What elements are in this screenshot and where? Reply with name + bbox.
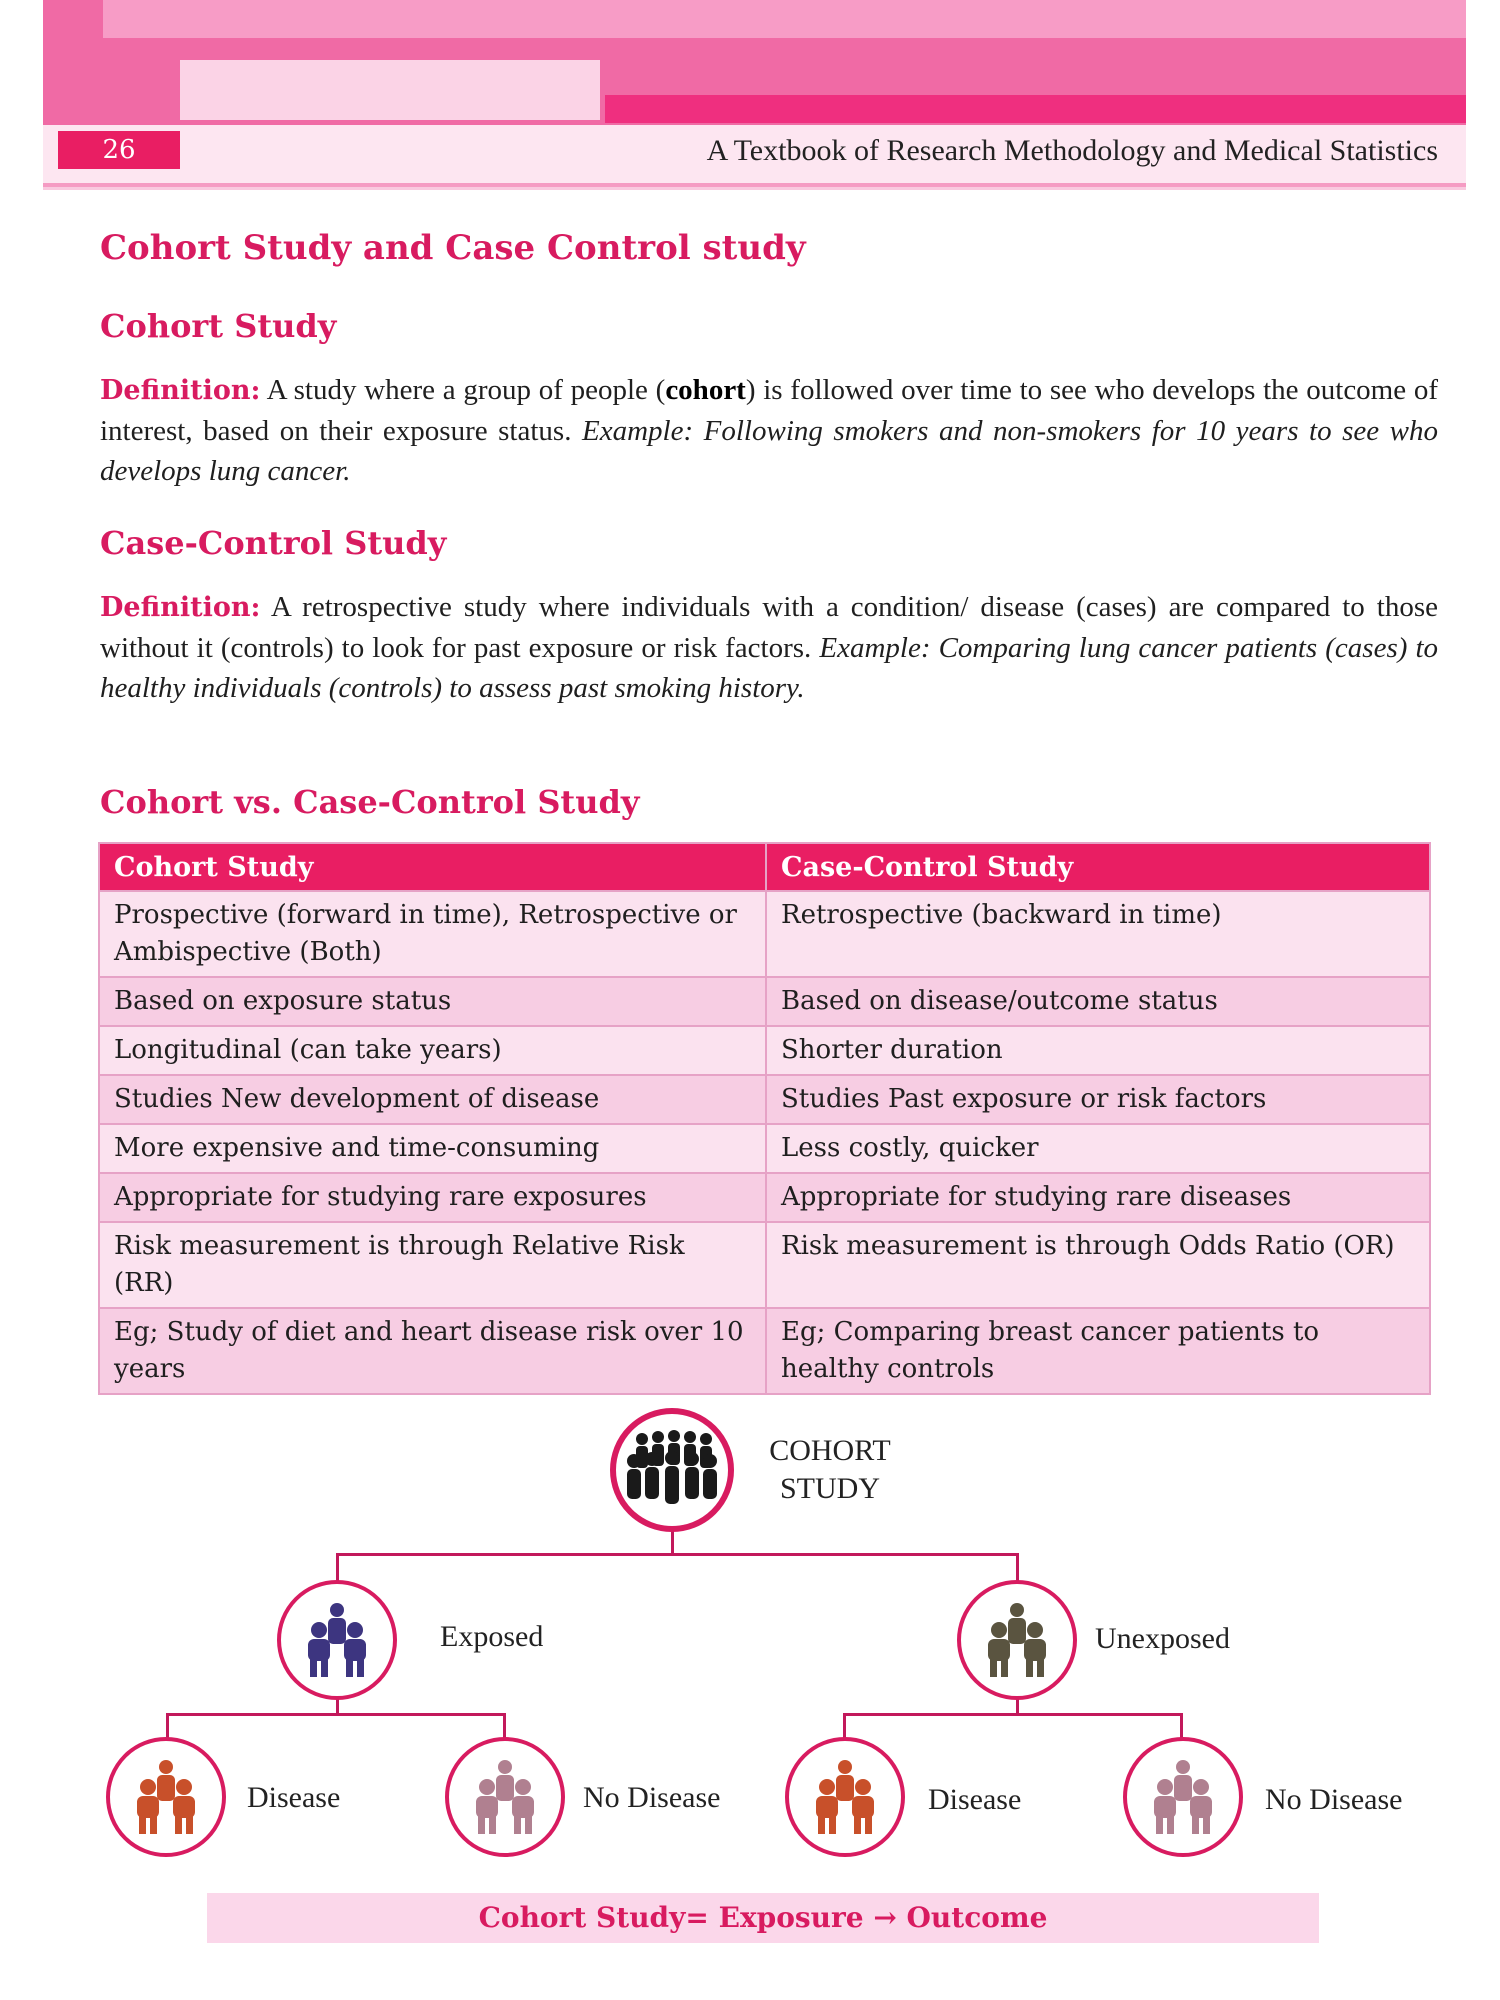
table-row bbox=[99, 1222, 1430, 1308]
cohort-root-line2: STUDY bbox=[779, 1472, 880, 1505]
connector-line bbox=[1180, 1713, 1183, 1740]
table-row bbox=[99, 1308, 1430, 1394]
table-cell: Studies New development of disease bbox=[99, 1075, 766, 1124]
exposed-no-disease-label: No Disease bbox=[583, 1781, 721, 1814]
cohort-root-node bbox=[610, 1408, 734, 1532]
people-group-icon bbox=[302, 1602, 372, 1678]
table-row bbox=[99, 891, 1430, 977]
cohort-definition bbox=[100, 370, 1438, 491]
header-block bbox=[180, 60, 600, 120]
table-cell: More expensive and time-consuming bbox=[99, 1124, 766, 1173]
table-cell: Risk measurement is through Relative Risk (RR) bbox=[99, 1222, 766, 1308]
people-group-icon bbox=[470, 1759, 540, 1835]
connector-line bbox=[166, 1713, 506, 1716]
page-number: 26 bbox=[58, 131, 180, 169]
table-cell: Retrospective (backward in time) bbox=[766, 891, 1430, 977]
cohort-heading: Cohort Study bbox=[100, 307, 337, 345]
unexposed-disease-label: Disease bbox=[928, 1783, 1022, 1816]
exposed-disease-node bbox=[106, 1737, 226, 1857]
connector-line bbox=[336, 1553, 339, 1583]
case-control-heading: Case-Control Study bbox=[100, 524, 447, 562]
connector-line bbox=[336, 1553, 1019, 1556]
table-header-row bbox=[99, 843, 1430, 891]
cohort-definition-bold: cohort bbox=[665, 374, 746, 406]
table-cell: Appropriate for studying rare exposures bbox=[99, 1173, 766, 1222]
book-title: A Textbook of Research Methodology and Medical Statistics bbox=[706, 134, 1438, 167]
connector-line bbox=[166, 1713, 169, 1740]
comparison-table bbox=[98, 842, 1431, 1395]
cohort-root-label bbox=[760, 1432, 900, 1508]
unexposed-no-disease-node bbox=[1123, 1737, 1243, 1857]
table-cell: Less costly, quicker bbox=[766, 1124, 1430, 1173]
case-control-definition bbox=[100, 587, 1438, 708]
connector-line bbox=[671, 1530, 674, 1555]
case-control-definition-label: Definition: bbox=[100, 592, 261, 623]
cohort-example: Example: Following smokers and non-smokers for 10 years to see who develops lung cancer. bbox=[100, 415, 1439, 487]
exposed-label: Exposed bbox=[440, 1620, 544, 1653]
table-cell: Eg; Comparing breast cancer patients to healthy controls bbox=[766, 1308, 1430, 1394]
people-group-icon bbox=[810, 1759, 880, 1835]
header-line bbox=[43, 183, 1466, 187]
crowd-icon bbox=[622, 1425, 722, 1515]
exposed-disease-label: Disease bbox=[247, 1781, 341, 1814]
people-group-icon bbox=[982, 1602, 1052, 1678]
unexposed-label: Unexposed bbox=[1095, 1622, 1230, 1655]
header-stripe bbox=[605, 95, 1466, 123]
table-row bbox=[99, 1173, 1430, 1222]
table-cell: Risk measurement is through Odds Ratio (OR) bbox=[766, 1222, 1430, 1308]
table-cell: Eg; Study of diet and heart disease risk over 10 years bbox=[99, 1308, 766, 1394]
table-cell: Shorter duration bbox=[766, 1026, 1430, 1075]
case-control-definition-text: A retrospective study where individuals with a condition/ disease (cases) are compared to those without it (controls) to look for past exposure or risk factors. bbox=[100, 591, 1438, 664]
connector-line bbox=[503, 1713, 506, 1740]
table-cell: Based on exposure status bbox=[99, 977, 766, 1026]
unexposed-disease-node bbox=[785, 1737, 905, 1857]
table-cell: Based on disease/outcome status bbox=[766, 977, 1430, 1026]
table-row bbox=[99, 1124, 1430, 1173]
table-row bbox=[99, 1026, 1430, 1075]
exposed-no-disease-node bbox=[445, 1737, 565, 1857]
unexposed-node bbox=[957, 1580, 1077, 1700]
table-cell: Prospective (forward in time), Retrospective or Ambispective (Both) bbox=[99, 891, 766, 977]
main-heading: Cohort Study and Case Control study bbox=[100, 228, 806, 268]
table-header-cell: Cohort Study bbox=[99, 843, 766, 891]
formula-banner: Cohort Study= Exposure → Outcome bbox=[207, 1893, 1319, 1943]
cohort-definition-pre: A study where a group of people ( bbox=[266, 374, 666, 406]
table-cell: Longitudinal (can take years) bbox=[99, 1026, 766, 1075]
table-row bbox=[99, 1075, 1430, 1124]
cohort-definition-post: ) is followed over time to see who develops the outcome of interest, based on their exposure status. bbox=[100, 374, 1438, 447]
table-row bbox=[99, 977, 1430, 1026]
case-control-example: Example: Comparing lung cancer patients (cases) to healthy individuals (controls) to assess past smoking history. bbox=[100, 632, 1439, 704]
people-group-icon bbox=[1148, 1759, 1218, 1835]
cohort-root-line1: COHORT bbox=[769, 1434, 891, 1467]
comparison-heading: Cohort vs. Case-Control Study bbox=[100, 783, 640, 821]
connector-line bbox=[843, 1713, 846, 1740]
table-cell: Appropriate for studying rare diseases bbox=[766, 1173, 1430, 1222]
unexposed-no-disease-label: No Disease bbox=[1265, 1783, 1403, 1816]
table-cell: Studies Past exposure or risk factors bbox=[766, 1075, 1430, 1124]
exposed-node bbox=[277, 1580, 397, 1700]
table-header-cell: Case-Control Study bbox=[766, 843, 1430, 891]
header-top-light bbox=[103, 0, 1466, 38]
people-group-icon bbox=[131, 1759, 201, 1835]
connector-line bbox=[843, 1713, 1183, 1716]
cohort-definition-label: Definition: bbox=[100, 375, 261, 406]
connector-line bbox=[1016, 1553, 1019, 1583]
